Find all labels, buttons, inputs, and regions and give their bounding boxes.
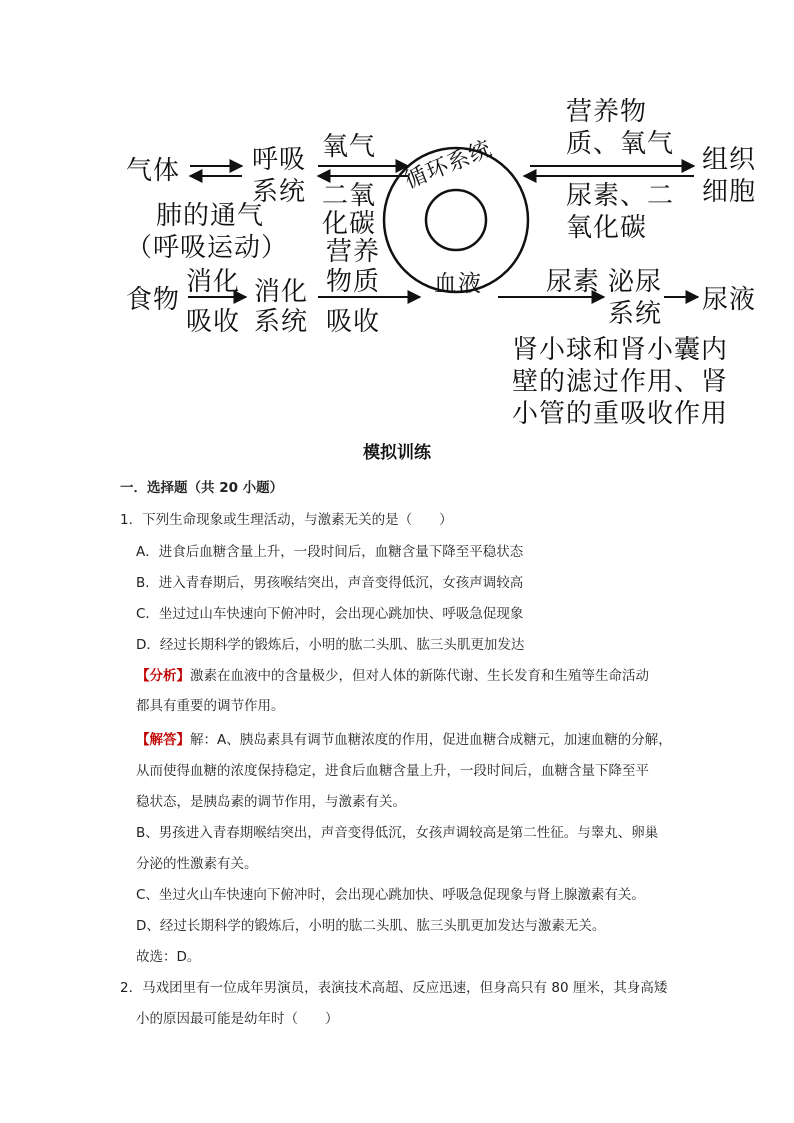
label-urea-co2-1: 尿素、二 bbox=[566, 181, 675, 211]
label-digest-absorb-1: 消化 bbox=[186, 267, 241, 297]
answer-tag: 【解答】 bbox=[136, 732, 190, 748]
label-filtration-3: 小管的重吸收作用 bbox=[512, 399, 729, 429]
analysis-tag: 【分析】 bbox=[136, 668, 190, 684]
q2-stem-line1: 2．马戏团里有一位成年男演员，表演技术高超、反应迅速，但身高只有 80 厘米，其身高矮 bbox=[120, 980, 668, 996]
q1-option-c: C．坐过过山车快速向下俯冲时，会出现心跳加快、呼吸急促现象 bbox=[136, 606, 524, 622]
node-urine: 尿液 bbox=[702, 285, 757, 315]
q1-analysis-line2: 都具有重要的调节作用。 bbox=[136, 698, 285, 714]
label-nutrients-line1: 营养 bbox=[326, 237, 381, 267]
node-digest-line2: 系统 bbox=[254, 307, 309, 337]
section-title: 模拟训练 bbox=[363, 443, 431, 463]
ring-text: 循环系统 bbox=[401, 136, 496, 194]
q1-answer-line5: 分泌的性激素有关。 bbox=[136, 856, 258, 872]
label-oxygen: 氧气 bbox=[322, 132, 377, 162]
node-resp-line1: 呼吸 bbox=[252, 145, 307, 175]
circle-inner-text: 血液 bbox=[434, 271, 482, 297]
q1-stem: 1．下列生命现象或生理活动，与激素无关的是（ ） bbox=[120, 512, 453, 528]
q1-analysis-line1 bbox=[136, 664, 649, 684]
circulation-diagram bbox=[0, 0, 794, 430]
label-urea-co2-2: 氧化碳 bbox=[566, 213, 648, 243]
q1-option-a: A．进食后血糖含量上升，一段时间后，血糖含量下降至平稳状态 bbox=[136, 544, 524, 560]
label-lung-line1: 肺的通气 bbox=[156, 201, 265, 231]
q1-answer-line1 bbox=[136, 728, 672, 748]
node-resp-line2: 系统 bbox=[252, 177, 307, 207]
analysis-text-1: 激素在血液中的含量极少，但对人体的新陈代谢、生长发育和生殖等生命活动 bbox=[190, 668, 649, 684]
label-digest-absorb-2: 吸收 bbox=[186, 307, 241, 337]
node-urinary-line2: 系统 bbox=[608, 299, 663, 329]
node-digest-line1: 消化 bbox=[254, 277, 309, 307]
part-heading: 一．选择题（共 20 小题） bbox=[120, 480, 284, 496]
q1-answer-line6: C、坐过火山车快速向下俯冲时，会出现心跳加快、呼吸急促现象与肾上腺激素有关。 bbox=[136, 887, 645, 903]
label-absorb: 吸收 bbox=[326, 307, 381, 337]
label-filtration-2: 壁的滤过作用、肾 bbox=[512, 367, 729, 397]
q1-answer-line7: D、经过长期科学的锻炼后，小明的肱二头肌、肱三头肌更加发达与激素无关。 bbox=[136, 918, 606, 934]
q2-stem-line2: 小的原因最可能是幼年时（ ） bbox=[136, 1011, 339, 1027]
q1-answer-line8: 故选：D。 bbox=[136, 949, 201, 965]
node-urinary-line1: 泌尿 bbox=[608, 267, 663, 297]
label-nutrients-oxygen-1: 营养物 bbox=[566, 97, 648, 127]
label-co2-line2: 化碳 bbox=[322, 209, 377, 239]
answer-text-1: 解：A、胰岛素具有调节血糖浓度的作用，促进血糖合成糖元，加速血糖的分解， bbox=[190, 732, 672, 748]
label-nutrients-oxygen-2: 质、氧气 bbox=[566, 129, 675, 159]
q1-option-d: D．经过长期科学的锻炼后，小明的肱二头肌、肱三头肌更加发达 bbox=[136, 637, 525, 653]
label-lung-line2: （呼吸运动） bbox=[126, 233, 289, 263]
circulation-inner-ring bbox=[426, 190, 486, 250]
label-nutrients-line2: 物质 bbox=[326, 267, 381, 297]
q1-option-b: B．进入青春期后，男孩喉结突出，声音变得低沉，女孩声调较高 bbox=[136, 575, 524, 591]
q1-answer-line4: B、男孩进入青春期喉结突出，声音变得低沉，女孩声调较高是第二性征。与睾丸、卵巢 bbox=[136, 825, 659, 841]
node-food: 食物 bbox=[126, 285, 181, 315]
q1-answer-line3: 稳状态，是胰岛素的调节作用，与激素有关。 bbox=[136, 794, 406, 810]
label-urea: 尿素 bbox=[546, 267, 601, 297]
label-co2-line1: 二氧 bbox=[322, 181, 377, 211]
q1-answer-line2: 从而使得血糖的浓度保持稳定，进食后血糖含量上升，一段时间后，血糖含量下降至平 bbox=[136, 763, 649, 779]
node-gas: 气体 bbox=[126, 156, 181, 186]
label-filtration-1: 肾小球和肾小囊内 bbox=[512, 335, 729, 365]
node-tissue-line1: 组织 bbox=[702, 145, 757, 175]
node-tissue-line2: 细胞 bbox=[702, 177, 757, 207]
